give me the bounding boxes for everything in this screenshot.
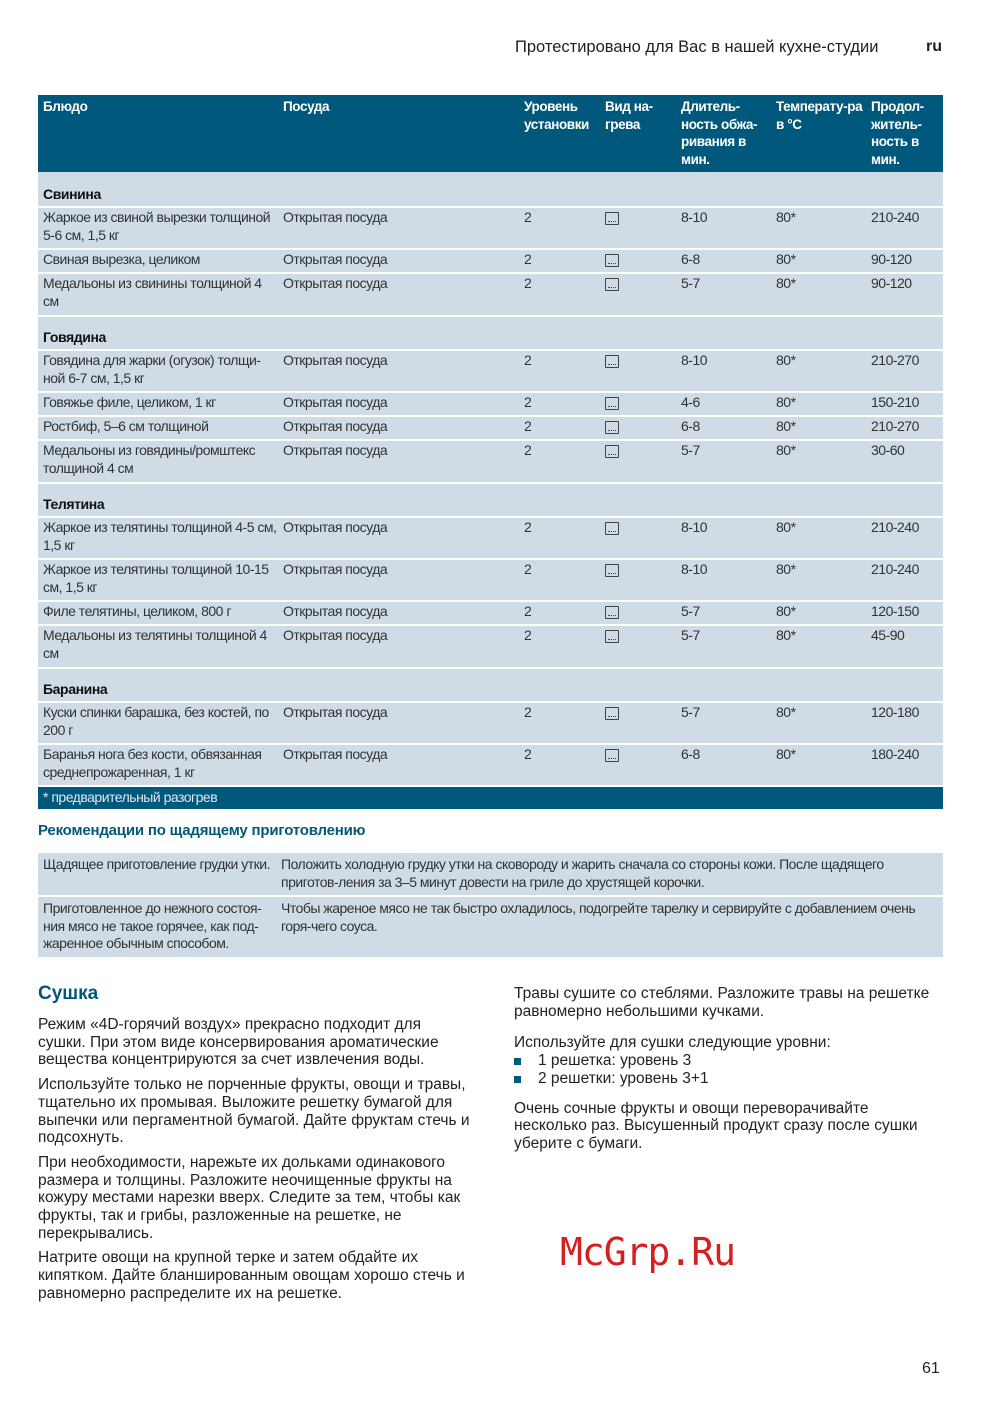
running-header: Протестировано для Вас в нашей кухне-студии bbox=[515, 38, 879, 56]
category-row bbox=[38, 172, 943, 206]
column-header: Посуда bbox=[283, 99, 330, 114]
cell-level: 2 bbox=[524, 704, 532, 720]
table-row bbox=[38, 272, 943, 315]
cell-dish: Свиная вырезка, целиком bbox=[43, 251, 200, 267]
table-row bbox=[38, 391, 943, 415]
list-item: 1 решетка: уровень 3 bbox=[514, 1052, 944, 1070]
cell-sear: 6-8 bbox=[681, 251, 700, 267]
cell-level: 2 bbox=[524, 251, 532, 267]
cell-heat bbox=[605, 418, 681, 436]
oven-icon bbox=[605, 421, 619, 434]
footnote: * предварительный разогрев bbox=[38, 785, 943, 809]
oven-icon bbox=[605, 606, 619, 619]
paragraph: Используйте для сушки следующие уровни: bbox=[514, 1034, 831, 1052]
category-row bbox=[38, 482, 943, 516]
table-row bbox=[38, 897, 943, 959]
category-label: Баранина bbox=[43, 681, 108, 697]
cell-sear: 6-8 bbox=[681, 418, 700, 434]
cell-dish: Говяжье филе, целиком, 1 кг bbox=[43, 394, 216, 410]
cell-time: 150-210 bbox=[871, 394, 919, 410]
oven-icon bbox=[605, 564, 619, 577]
table-row bbox=[38, 624, 943, 667]
column-header: Вид на-грева bbox=[605, 99, 653, 132]
cell-heat bbox=[605, 561, 681, 597]
cell-level: 2 bbox=[524, 627, 532, 643]
rec-text: Чтобы жареное мясо не так быстро охладилось, подогрейте тарелку и сервируйте с добавлением очень горя-чего соуса. bbox=[281, 900, 916, 934]
cell-dish: Баранья нога без кости, обвязанная среднепрожаренная, 1 кг bbox=[43, 746, 262, 780]
cell-time: 210-270 bbox=[871, 418, 919, 434]
cell-time: 210-240 bbox=[871, 519, 919, 535]
cell-heat bbox=[605, 209, 681, 245]
cell-heat bbox=[605, 275, 681, 312]
cell-heat bbox=[605, 603, 681, 621]
cell-ware: Открытая посуда bbox=[283, 394, 388, 410]
rec-topic: Щадящее приготовление грудки утки. bbox=[43, 856, 270, 872]
oven-icon bbox=[605, 355, 619, 368]
cell-time: 120-150 bbox=[871, 603, 919, 619]
list-item: 2 решетки: уровень 3+1 bbox=[514, 1070, 944, 1088]
table-row bbox=[38, 248, 943, 272]
cell-sear: 4-6 bbox=[681, 394, 700, 410]
cell-ware: Открытая посуда bbox=[283, 352, 388, 368]
cell-temp: 80* bbox=[776, 519, 796, 535]
drying-left-column bbox=[38, 1016, 470, 1310]
table-row bbox=[38, 415, 943, 439]
cell-sear: 5-7 bbox=[681, 627, 700, 643]
cell-dish: Жаркое из телятины толщиной 4-5 см, 1,5 кг bbox=[43, 519, 277, 553]
column-header: Уровень установки bbox=[524, 99, 589, 132]
category-label: Свинина bbox=[43, 186, 101, 202]
levels-list bbox=[514, 1052, 944, 1087]
cell-level: 2 bbox=[524, 394, 532, 410]
cell-sear: 6-8 bbox=[681, 746, 700, 762]
oven-icon bbox=[605, 707, 619, 720]
cell-temp: 80* bbox=[776, 418, 796, 434]
cell-dish: Медальоны из свинины толщиной 4 см bbox=[43, 275, 262, 309]
page-number: 61 bbox=[922, 1360, 940, 1377]
cell-heat bbox=[605, 746, 681, 782]
cell-temp: 80* bbox=[776, 352, 796, 368]
cell-sear: 8-10 bbox=[681, 209, 708, 225]
cell-level: 2 bbox=[524, 603, 532, 619]
oven-icon bbox=[605, 254, 619, 267]
recommendations-table bbox=[38, 853, 943, 959]
table-row bbox=[38, 853, 943, 897]
category-row bbox=[38, 667, 943, 701]
paragraph: Режим «4D-горячий воздух» прекрасно подходит для сушки. При этом виде консервирования ароматические вещества концентрируются за счет извлечения воды. bbox=[38, 1016, 439, 1069]
column-header: Блюдо bbox=[43, 99, 88, 114]
cell-dish: Медальоны из телятины толщиной 4 см bbox=[43, 627, 267, 661]
cell-dish: Жаркое из свиной вырезки толщиной 5-6 см, 1,5 кг bbox=[43, 209, 271, 243]
cell-time: 45-90 bbox=[871, 627, 905, 643]
cell-ware: Открытая посуда bbox=[283, 627, 388, 643]
cell-level: 2 bbox=[524, 275, 532, 291]
roasting-table bbox=[38, 95, 943, 809]
cell-level: 2 bbox=[524, 561, 532, 577]
drying-right-column bbox=[514, 985, 944, 1160]
table-row bbox=[38, 600, 943, 624]
table-row bbox=[38, 206, 943, 248]
oven-icon bbox=[605, 630, 619, 643]
paragraph: Используйте только не порченные фрукты, овощи и травы, тщательно их промывая. Выложите решетку бумагой для выпечки или пергаментной бумагой. Дайте фруктам стечь и подсохнуть. bbox=[38, 1076, 470, 1147]
rec-text: Положить холодную грудку утки на сковороду и жарить сначала со стороны кожи. После щадящего приготов-ления за 3–5 минут довести на гриле до хрустящей корочки. bbox=[281, 856, 884, 890]
cell-ware: Открытая посуда bbox=[283, 704, 388, 720]
column-header: Продол-житель-ность в мин. bbox=[871, 99, 924, 167]
cell-level: 2 bbox=[524, 209, 532, 225]
oven-icon bbox=[605, 445, 619, 458]
cell-temp: 80* bbox=[776, 561, 796, 577]
table-row bbox=[38, 439, 943, 482]
cell-heat bbox=[605, 704, 681, 740]
cell-time: 180-240 bbox=[871, 746, 919, 762]
recommendations-title: Рекомендации по щадящему приготовлению bbox=[38, 822, 366, 839]
column-header: Длитель-ность обжа-ривания в мин. bbox=[681, 99, 758, 167]
cell-ware: Открытая посуда bbox=[283, 418, 388, 434]
oven-icon bbox=[605, 749, 619, 762]
oven-icon bbox=[605, 278, 619, 291]
cell-ware: Открытая посуда bbox=[283, 251, 388, 267]
cell-heat bbox=[605, 352, 681, 388]
cell-ware: Открытая посуда bbox=[283, 603, 388, 619]
rec-topic: Приготовленное до нежного состоя-ния мясо не такое горячее, как под-жаренное обычным способом. bbox=[43, 900, 262, 951]
cell-level: 2 bbox=[524, 746, 532, 762]
cell-temp: 80* bbox=[776, 442, 796, 458]
cell-dish: Куски спинки барашка, без костей, по 200 г bbox=[43, 704, 269, 738]
cell-sear: 5-7 bbox=[681, 275, 700, 291]
cell-ware: Открытая посуда bbox=[283, 561, 388, 577]
paragraph: Травы сушите со стеблями. Разложите травы на решетке равномерно небольшими кучками. bbox=[514, 985, 930, 1020]
column-header: Температу-ра в °C bbox=[776, 99, 863, 132]
cell-time: 90-120 bbox=[871, 251, 912, 267]
section-title: Сушка bbox=[38, 983, 99, 1004]
oven-icon bbox=[605, 397, 619, 410]
cell-temp: 80* bbox=[776, 275, 796, 291]
cell-sear: 5-7 bbox=[681, 704, 700, 720]
cell-sear: 8-10 bbox=[681, 519, 708, 535]
cell-heat bbox=[605, 394, 681, 412]
cell-dish: Медальоны из говядины/ромштекс толщиной 4 см bbox=[43, 442, 256, 476]
paragraph: При необходимости, нарежьте их дольками одинакового размера и толщины. Разложите неочищенные фрукты на кожуру местами нарезки вверх. Следите за тем, чтобы как фрукты, так и грибы, разложенные на решетке, не перекрывались. bbox=[38, 1153, 461, 1242]
table-header bbox=[38, 95, 943, 172]
cell-dish: Говядина для жарки (огузок) толщи-ной 6-7 см, 1,5 кг bbox=[43, 352, 261, 386]
cell-dish: Жаркое из телятины толщиной 10-15 см, 1,5 кг bbox=[43, 561, 269, 595]
cell-level: 2 bbox=[524, 352, 532, 368]
cell-time: 210-240 bbox=[871, 561, 919, 577]
category-row bbox=[38, 315, 943, 349]
cell-heat bbox=[605, 251, 681, 269]
oven-icon bbox=[605, 522, 619, 535]
category-label: Телятина bbox=[43, 496, 105, 512]
cell-sear: 5-7 bbox=[681, 603, 700, 619]
cell-dish: Филе телятины, целиком, 800 г bbox=[43, 603, 231, 619]
cell-ware: Открытая посуда bbox=[283, 519, 388, 535]
oven-icon bbox=[605, 212, 619, 225]
cell-temp: 80* bbox=[776, 603, 796, 619]
paragraph: Натрите овощи на крупной терке и затем обдайте их кипятком. Дайте бланшированным овощам хорошо стечь и равномерно распределите их на решетке. bbox=[38, 1249, 465, 1302]
language-code: ru bbox=[926, 38, 942, 55]
table-row bbox=[38, 349, 943, 391]
cell-level: 2 bbox=[524, 418, 532, 434]
cell-ware: Открытая посуда bbox=[283, 275, 388, 291]
cell-level: 2 bbox=[524, 442, 532, 458]
cell-temp: 80* bbox=[776, 627, 796, 643]
cell-time: 30-60 bbox=[871, 442, 905, 458]
cell-ware: Открытая посуда bbox=[283, 746, 388, 762]
watermark: McGrp.Ru bbox=[560, 1230, 736, 1274]
cell-heat bbox=[605, 442, 681, 479]
cell-dish: Ростбиф, 5–6 см толщиной bbox=[43, 418, 209, 434]
cell-level: 2 bbox=[524, 519, 532, 535]
cell-temp: 80* bbox=[776, 394, 796, 410]
category-label: Говядина bbox=[43, 329, 106, 345]
paragraph: Очень сочные фрукты и овощи переворачивайте несколько раз. Высушенный продукт сразу после сушки уберите с бумаги. bbox=[514, 1099, 918, 1152]
table-row bbox=[38, 516, 943, 558]
cell-time: 210-240 bbox=[871, 209, 919, 225]
cell-sear: 5-7 bbox=[681, 442, 700, 458]
cell-temp: 80* bbox=[776, 251, 796, 267]
cell-time: 90-120 bbox=[871, 275, 912, 291]
table-row bbox=[38, 558, 943, 600]
cell-sear: 8-10 bbox=[681, 352, 708, 368]
table-row bbox=[38, 743, 943, 785]
cell-temp: 80* bbox=[776, 209, 796, 225]
table-row bbox=[38, 701, 943, 743]
cell-heat bbox=[605, 519, 681, 555]
cell-sear: 8-10 bbox=[681, 561, 708, 577]
cell-heat bbox=[605, 627, 681, 664]
cell-ware: Открытая посуда bbox=[283, 209, 388, 225]
cell-temp: 80* bbox=[776, 746, 796, 762]
cell-time: 120-180 bbox=[871, 704, 919, 720]
cell-ware: Открытая посуда bbox=[283, 442, 388, 458]
cell-time: 210-270 bbox=[871, 352, 919, 368]
cell-temp: 80* bbox=[776, 704, 796, 720]
